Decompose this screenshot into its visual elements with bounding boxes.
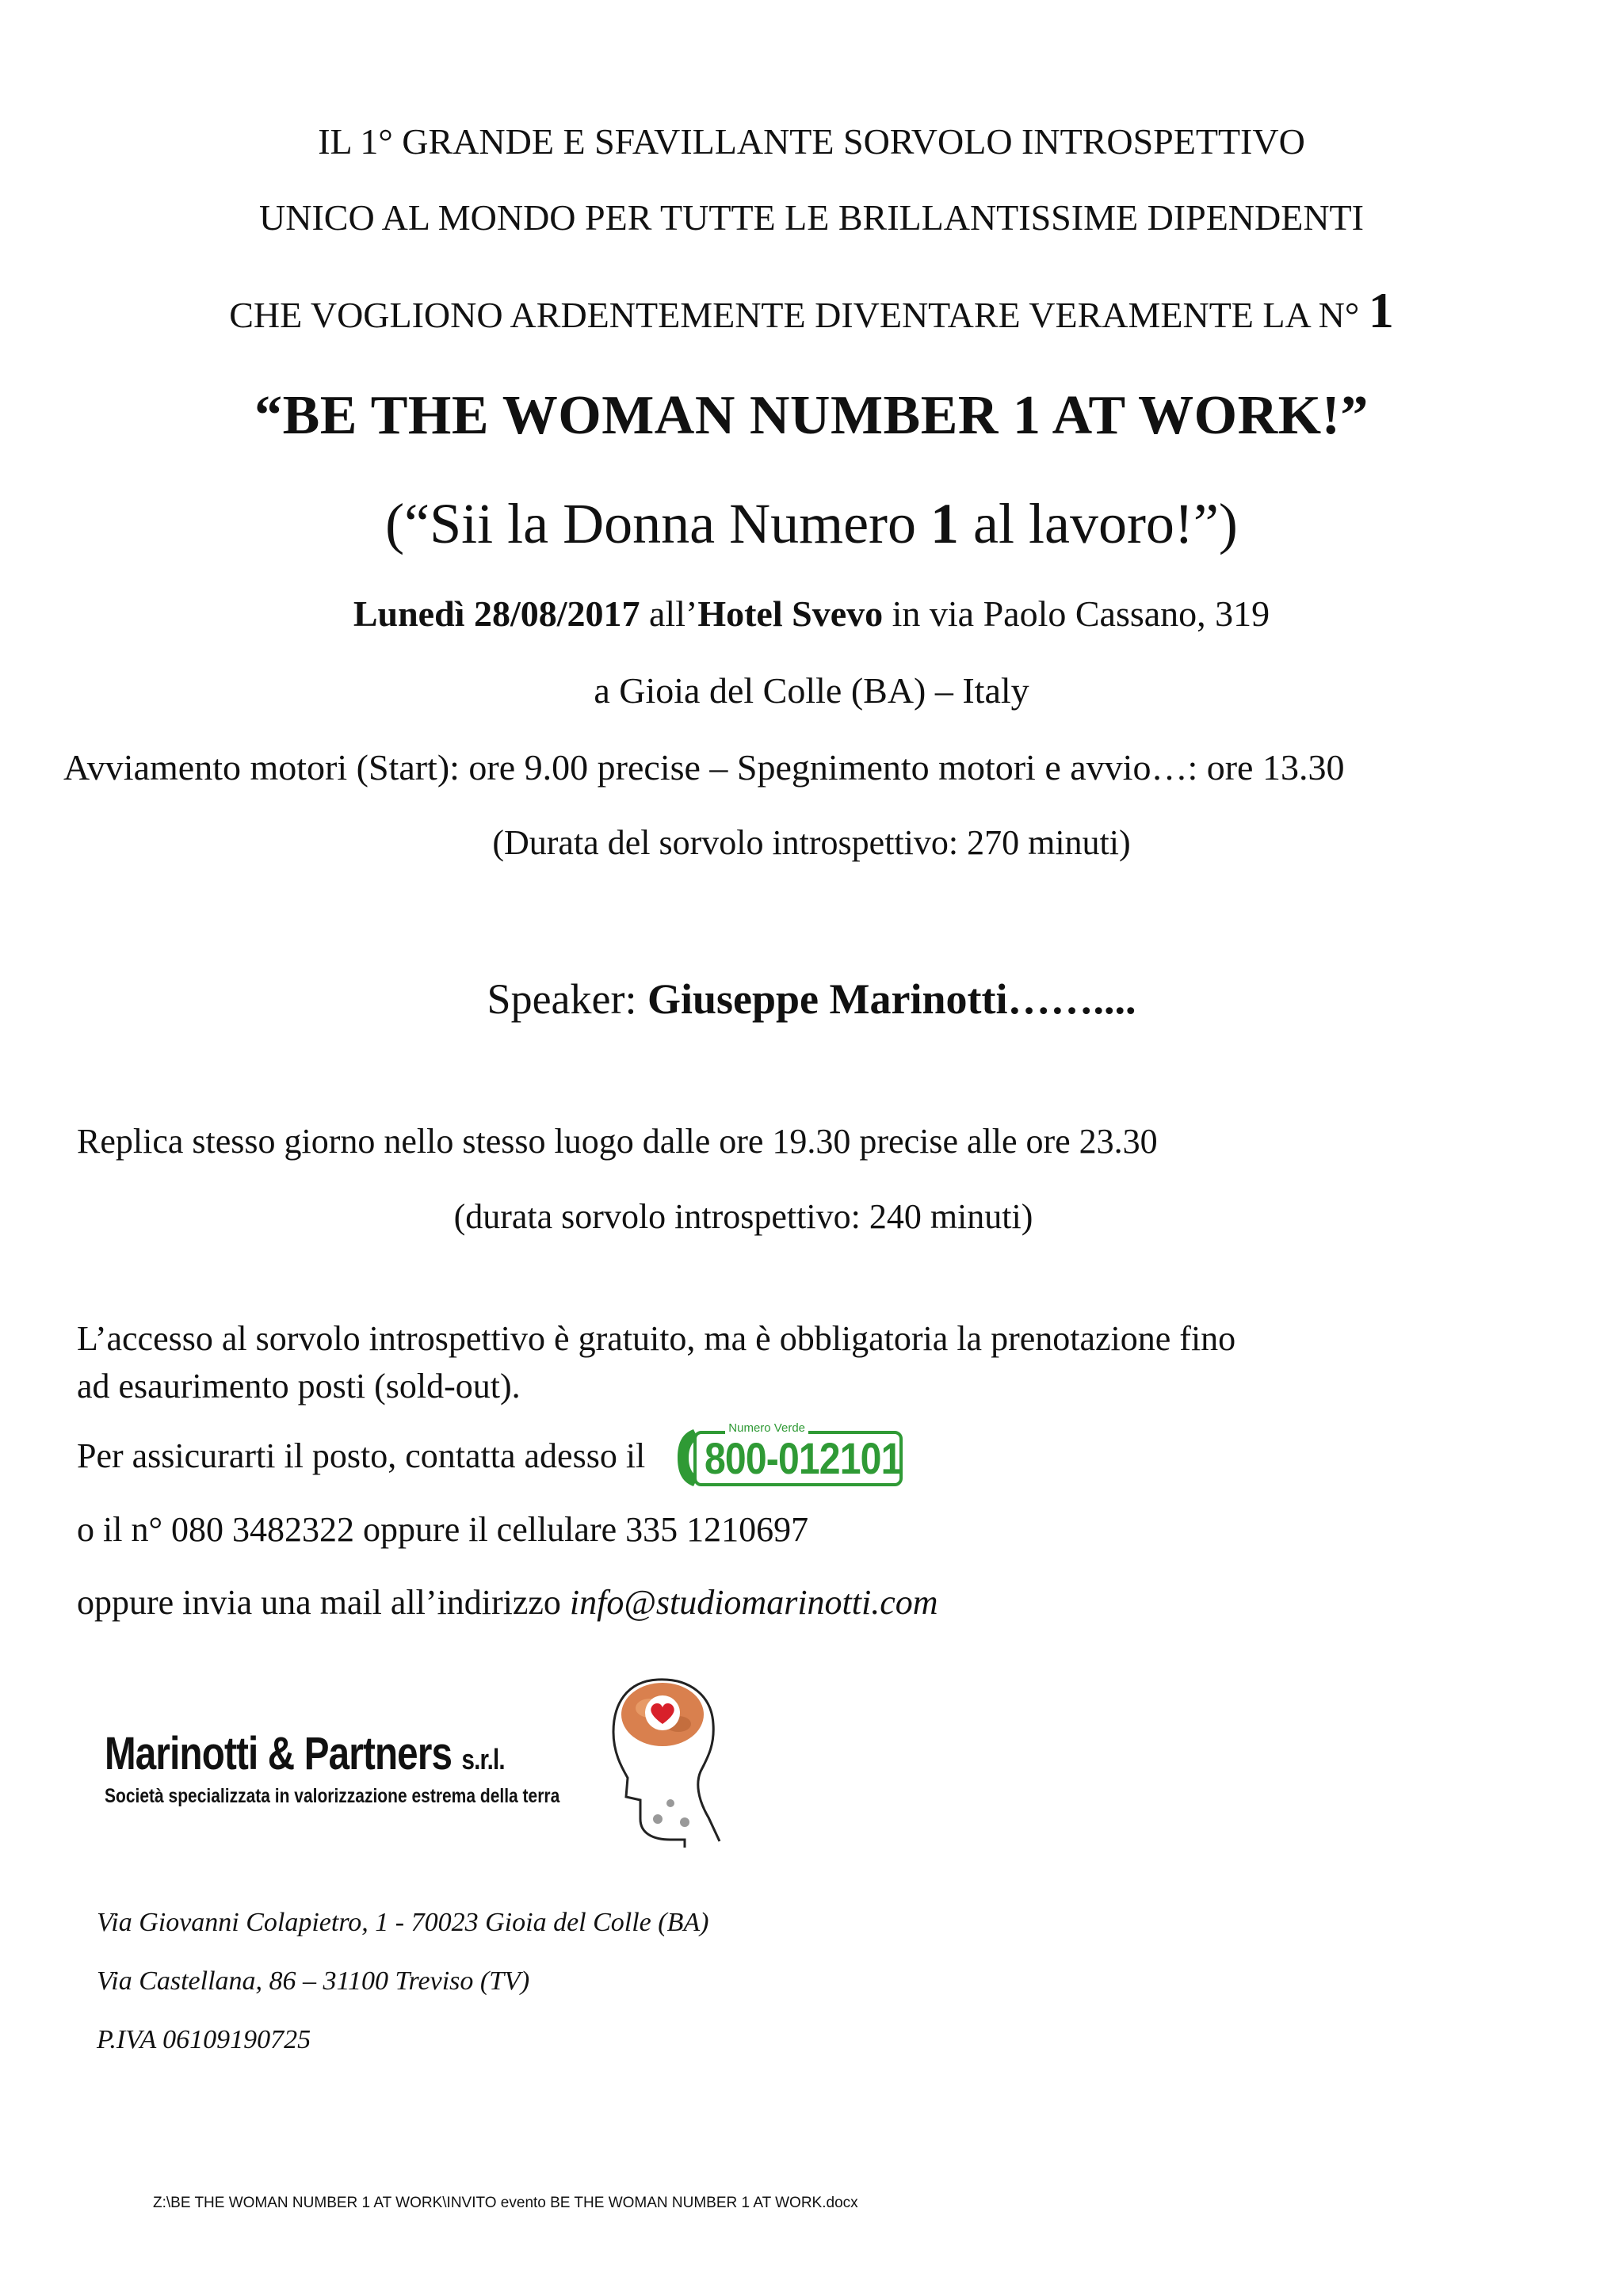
logo-tagline: Società specializzata in valorizzazione estrema della terra: [105, 1785, 560, 1807]
contact-text: Per assicurarti il posto, contatta adesso il: [77, 1436, 646, 1476]
speaker-name: Giuseppe Marinotti……....: [647, 975, 1136, 1023]
access-line-1: L’accesso al sorvolo introspettivo è gratuito, ma è obbligatoria la prenotazione fino: [77, 1319, 1236, 1358]
header-line-2: UNICO AL MONDO PER TUTTE LE BRILLANTISSIME DIPENDENTI: [259, 197, 1364, 238]
numero-verde-number: 800-012101: [705, 1433, 902, 1483]
vat-number: P.IVA 06109190725: [97, 2025, 311, 2054]
numero-verde-label: Numero Verde: [725, 1421, 808, 1435]
address-2: Via Castellana, 86 – 31100 Treviso (TV): [97, 1966, 530, 1996]
event-schedule: Avviamento motori (Start): ore 9.00 precise – Spegnimento motori e avvio…: ore 13.30: [63, 747, 1345, 788]
footer-file-path: Z:\BE THE WOMAN NUMBER 1 AT WORK\INVITO evento BE THE WOMAN NUMBER 1 AT WORK.docx: [153, 2195, 858, 2211]
speaker-label: Speaker:: [487, 975, 647, 1023]
contact-line: [77, 1421, 1583, 1493]
email-text: oppure invia una mail all’indirizzo: [77, 1583, 570, 1622]
event-address: in via Paolo Cassano, 319: [883, 593, 1270, 634]
header-line-1: IL 1° GRANDE E SFAVILLANTE SORVOLO INTROSPETTIVO: [318, 121, 1305, 162]
logo-srl: s.r.l.: [461, 1743, 505, 1775]
subtitle-pre: (“Sii la Donna Numero: [385, 492, 931, 555]
header-line-3-text: CHE VOGLIONO ARDENTEMENTE DIVENTARE VERAMENTE LA N°: [229, 295, 1369, 335]
access-paragraph: [77, 1315, 1503, 1410]
replica-line-1: Replica stesso giorno nello stesso luogo dalle ore 19.30 precise alle ore 23.30: [77, 1122, 1158, 1161]
event-venue: Hotel Svevo: [697, 593, 884, 634]
event-city: a Gioia del Colle (BA) – Italy: [594, 670, 1029, 711]
phone-numbers: o il n° 080 3482322 oppure il cellulare 335 1210697: [77, 1510, 809, 1549]
header-line-3: [0, 281, 1623, 340]
event-title: “BE THE WOMAN NUMBER 1 AT WORK!”: [254, 385, 1369, 446]
event-duration: (Durata del sorvolo introspettivo: 270 minuti): [492, 823, 1131, 862]
subtitle-post: al lavoro!”): [959, 492, 1238, 555]
email-line: [77, 1582, 1583, 1623]
numero-verde-badge[interactable]: [674, 1421, 904, 1488]
email-link[interactable]: info@studiomarinotti.com: [569, 1583, 938, 1622]
company-logo: [105, 1727, 647, 1808]
replica-line-2: (durata sorvolo introspettivo: 240 minuti): [453, 1197, 1033, 1236]
header-line-3-number: 1: [1368, 282, 1394, 338]
event-subtitle: [0, 491, 1623, 557]
event-at: all’: [640, 593, 698, 634]
head-brain-heart-icon: [602, 1664, 729, 1850]
access-line-2: ad esaurimento posti (sold-out).: [77, 1367, 521, 1405]
logo-company-name: Marinotti & Partners s.r.l.: [105, 1728, 505, 1779]
speaker: [0, 974, 1623, 1024]
subtitle-number: 1: [930, 492, 960, 555]
event-date: Lunedì 28/08/2017: [353, 593, 640, 634]
event-date-venue: [0, 593, 1623, 635]
address-1: Via Giovanni Colapietro, 1 - 70023 Gioia del Colle (BA): [97, 1908, 709, 1937]
